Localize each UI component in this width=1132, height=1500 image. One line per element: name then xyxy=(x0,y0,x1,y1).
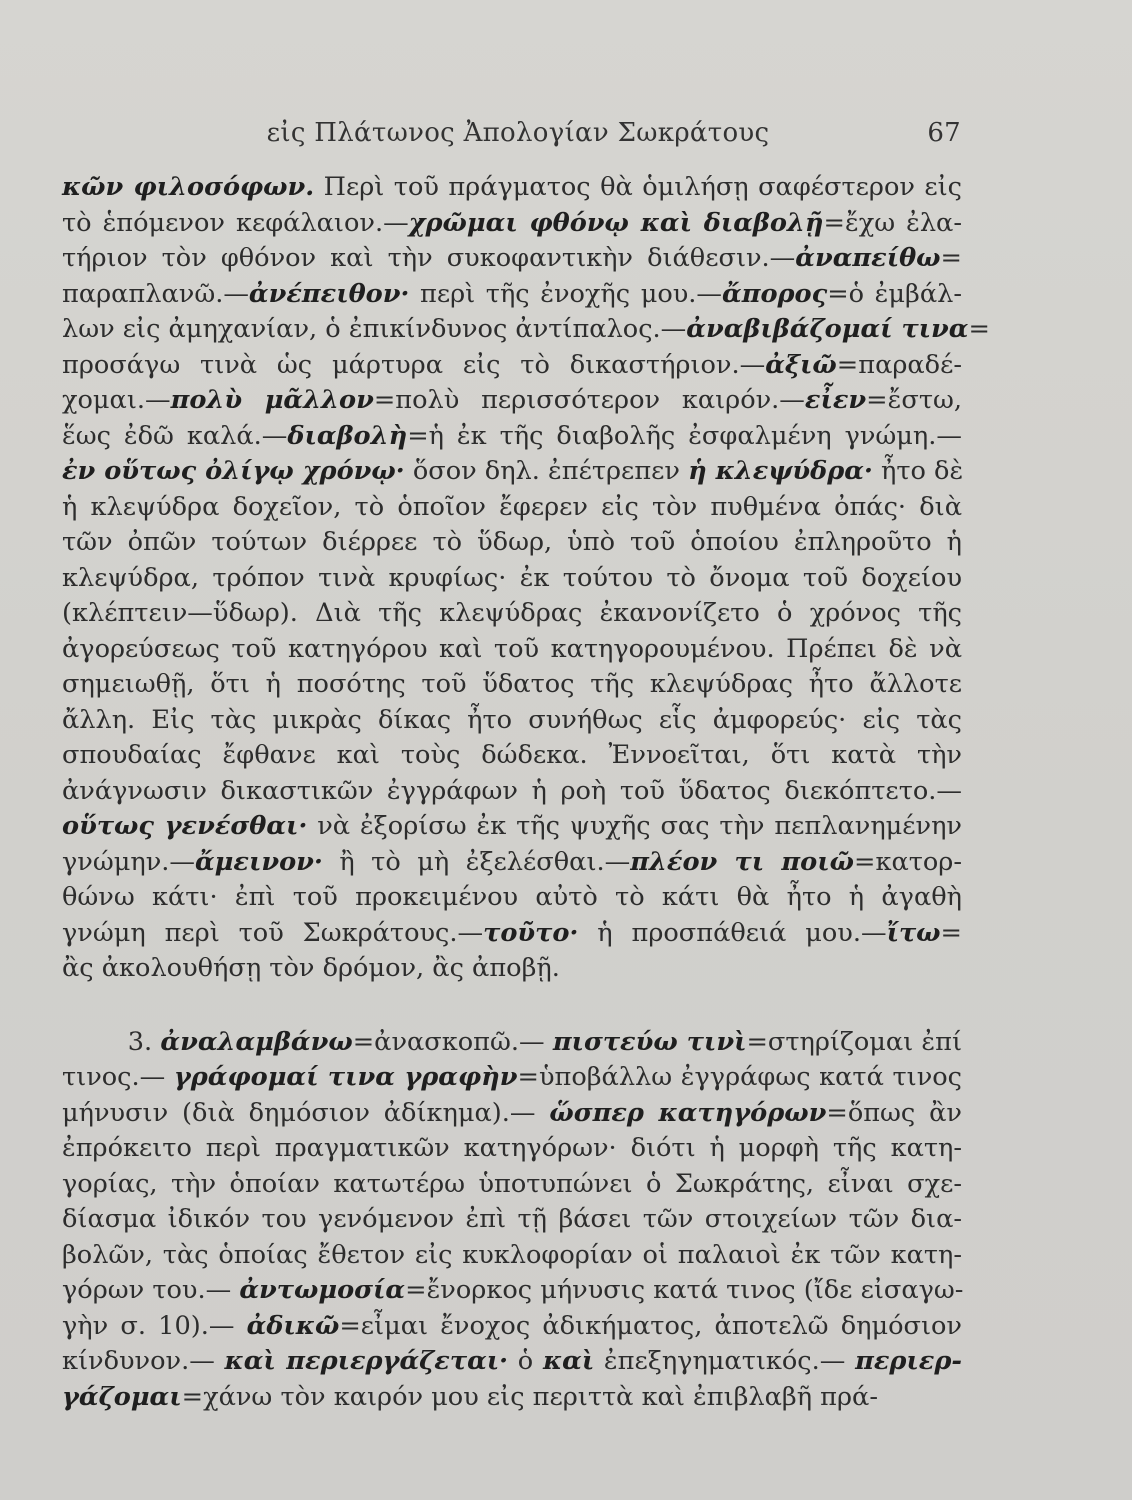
text-line xyxy=(62,1131,962,1167)
text-line xyxy=(62,703,962,739)
gloss-text: ἕως ἐδῶ καλά.— xyxy=(62,420,288,451)
gloss-text: γνώμη περὶ τοῦ Σωκράτους.— xyxy=(62,917,484,948)
gloss-text: 3. xyxy=(62,1026,161,1057)
text-line xyxy=(62,845,962,881)
text-line xyxy=(62,667,962,703)
gloss-text: ἐπεξηγηματικός.— xyxy=(594,1346,856,1376)
gloss-text: ἀγορεύσεως τοῦ κατηγόρου καὶ τοῦ κατηγορουμένου. Πρέπει δὲ νὰ xyxy=(62,633,962,664)
gloss-text: προσάγω τινὰ ὡς μάρτυρα εἰς τὸ δικαστήριον.— xyxy=(62,349,766,380)
lemma-term: οὕτως γενέσθαι· xyxy=(62,811,308,841)
gloss-text: ὁ xyxy=(508,1346,543,1376)
gloss-text: ἦτο δὲ xyxy=(872,456,964,486)
gloss-text: θώνω κάτι· ἐπὶ τοῦ προκειμένου αὐτὸ τὸ κάτι θὰ ἦτο ἡ ἀγαθὴ xyxy=(62,882,962,912)
lemma-term: περιερ- xyxy=(855,1346,962,1376)
lemma-term: γράφομαί τινα γραφὴν xyxy=(173,1062,518,1092)
text-line xyxy=(62,561,962,597)
lemma-term: χρῶμαι φθόνῳ καὶ διαβολῇ xyxy=(408,207,824,238)
text-line xyxy=(62,241,962,277)
text-line xyxy=(62,277,962,313)
text-line xyxy=(62,632,962,668)
gloss-text: =ἀνασκοπῶ.— xyxy=(352,1026,553,1057)
text-line xyxy=(62,312,990,348)
text-line xyxy=(62,1060,962,1096)
text-line xyxy=(62,490,962,526)
gloss-text: =χάνω τὸν καιρόν μου εἰς περιττὰ καὶ ἐπιβλαβῆ πρά- xyxy=(181,1381,878,1412)
text-line xyxy=(62,170,962,206)
text-line xyxy=(62,1167,962,1203)
lemma-term: τοῦτο· xyxy=(483,917,579,948)
gloss-text: (κλέπτειν—ὕδωρ). Διὰ τῆς κλεψύδρας ἐκανονίζετο ὁ χρόνος τῆς xyxy=(62,598,962,628)
text-line xyxy=(62,1025,962,1061)
gloss-text: λων εἰς ἀμηχανίαν, ὁ ἐπικίνδυνος ἀντίπαλος.— xyxy=(62,314,687,344)
lemma-term: γάζομαι xyxy=(62,1381,182,1412)
gloss-text: =ἔστω, xyxy=(866,385,962,415)
gloss-text: ὅσον δηλ. ἐπέτρεπεν xyxy=(404,456,689,486)
gloss-text: = xyxy=(940,243,962,273)
commentary-text xyxy=(62,170,990,1415)
lemma-term: ἀναλαμβάνω xyxy=(160,1026,353,1057)
text-line xyxy=(62,1309,962,1345)
gloss-text: ἢ τὸ μὴ ἐξελέσθαι.— xyxy=(322,846,631,877)
gloss-text: περὶ τῆς ἐνοχῆς μου.— xyxy=(409,278,723,309)
gloss-text: ἡ προσπάθειά μου.— xyxy=(578,917,887,948)
gloss-text: κίνδυνον.— xyxy=(62,1346,225,1376)
text-line xyxy=(62,916,962,952)
commentary-paragraph-2 xyxy=(62,1025,962,1416)
text-line xyxy=(62,206,962,242)
gloss-text: γὴν σ. 10).— xyxy=(62,1310,247,1341)
text-line xyxy=(62,383,962,419)
page-number: 67 xyxy=(927,118,961,148)
text-line xyxy=(62,1202,962,1238)
gloss-text: τῶν ὀπῶν τούτων διέρρεε τὸ ὕδωρ, ὑπὸ τοῦ ὁποίου ἐπληροῦτο ἡ xyxy=(62,527,962,557)
gloss-text: =κατορ- xyxy=(854,846,962,877)
gloss-text: μήνυσιν (διὰ δημόσιον ἀδίκημα).— xyxy=(62,1097,550,1128)
running-head xyxy=(128,118,973,152)
gloss-text: γνώμην.— xyxy=(62,846,195,877)
lemma-term: ἀνέπειθον· xyxy=(248,278,410,309)
gloss-text: =ὅπως ἂν xyxy=(826,1097,962,1128)
gloss-text: χομαι.— xyxy=(62,385,171,415)
gloss-text: γόρων του.— xyxy=(62,1275,240,1305)
text-line xyxy=(62,454,962,490)
text-line xyxy=(62,348,962,384)
gloss-text: ἡ κλεψύδρα δοχεῖον, τὸ ὁποῖον ἔφερεν εἰς τὸν πυθμένα ὀπάς· διὰ xyxy=(62,491,962,522)
commentary-paragraph-1 xyxy=(62,170,990,987)
gloss-text: ἀνάγνωσιν δικαστικῶν ἐγγράφων ἡ ροὴ τοῦ ὕδατος διεκόπτετο.— xyxy=(62,775,962,806)
lemma-term: κῶν φιλοσόφων. xyxy=(62,172,315,202)
gloss-text: κλεψύδρα, τρόπον τινὰ κρυφίως· ἐκ τούτου τὸ ὄνομα τοῦ δοχείου xyxy=(62,562,962,593)
gloss-text: δίασμα ἰδικόν του γενόμενον ἐπὶ τῇ βάσει τῶν στοιχείων τῶν δια- xyxy=(62,1204,962,1234)
gloss-text: = xyxy=(940,917,962,948)
lemma-term: ἄμεινον· xyxy=(194,846,323,877)
gloss-text: =ἔνορκος μήνυσις κατά τινος (ἴδε εἰσαγω- xyxy=(405,1275,964,1305)
gloss-text: ἄλλη. Εἰς τὰς μικρὰς δίκας ἦτο συνήθως εἷς ἀμφορεύς· εἰς τὰς xyxy=(62,704,962,735)
text-line xyxy=(62,1238,962,1274)
text-line xyxy=(62,419,962,455)
gloss-text: ἂς ἀκολουθήσῃ τὸν δρόμον, ἂς ἀποβῇ. xyxy=(62,953,560,983)
lemma-term: καὶ περιεργάζεται· xyxy=(224,1346,509,1376)
gloss-text: =πολὺ περισσότερον καιρόν.— xyxy=(373,385,805,415)
lemma-term: ἀναπείθω xyxy=(795,243,941,273)
lemma-term: πλέον τι ποιῶ xyxy=(630,846,854,877)
gloss-text: Περὶ τοῦ πράγματος θὰ ὁμιλήσῃ σαφέστερον εἰς xyxy=(314,172,962,202)
gloss-text: =εἶμαι ἔνοχος ἀδικήματος, ἀποτελῶ δημόσιον xyxy=(339,1310,962,1341)
lemma-term: ἀντωμοσία xyxy=(239,1275,406,1305)
gloss-text: =ἡ ἐκ τῆς διαβολῆς ἐσφαλμένη γνώμη.— xyxy=(407,420,962,451)
lemma-term: ἀναβιβάζομαί τινα xyxy=(686,314,969,344)
running-title: εἰς Πλάτωνος Ἀπολογίαν Σωκράτους xyxy=(266,118,770,148)
lemma-term: ἡ κλεψύδρα· xyxy=(688,456,873,486)
gloss-text: =ἔχω ἐλα- xyxy=(823,207,962,238)
lemma-term: ὥσπερ κατηγόρων xyxy=(549,1097,827,1128)
text-line xyxy=(62,525,962,561)
gloss-text: σπουδαίας ἔφθανε καὶ τοὺς δώδεκα. Ἐννοεῖται, ὅτι κατὰ τὴν xyxy=(62,740,962,770)
gloss-text: σημειωθῇ, ὅτι ἡ ποσότης τοῦ ὕδατος τῆς κλεψύδρας ἦτο ἄλλοτε xyxy=(62,669,962,699)
gloss-text: = xyxy=(968,314,990,344)
text-line xyxy=(62,880,962,916)
gloss-text: =στηρίζομαι ἐπί xyxy=(746,1026,962,1057)
text-line xyxy=(62,774,962,810)
lemma-term: ἄπορος xyxy=(722,278,828,309)
gloss-text: =παραδέ- xyxy=(836,349,962,380)
paragraph-gap xyxy=(62,987,962,1025)
gloss-text: =ὁ ἐμβάλ- xyxy=(827,278,962,309)
text-line xyxy=(62,1380,962,1416)
lemma-term: εἶεν xyxy=(804,385,867,415)
text-line xyxy=(62,1273,962,1309)
gloss-text: νὰ ἐξορίσω ἐκ τῆς ψυχῆς σας τὴν πεπλανημένην xyxy=(307,811,962,841)
text-line xyxy=(62,596,962,632)
gloss-text: γορίας, τὴν ὁποίαν κατωτέρω ὑποτυπώνει ὁ Σωκράτης, εἶναι σχε- xyxy=(62,1168,962,1199)
gloss-text: τινος.— xyxy=(62,1062,174,1092)
lemma-term: πιστεύω τινὶ xyxy=(552,1026,747,1057)
gloss-text: =ὑποβάλλω ἐγγράφως κατά τινος xyxy=(517,1062,962,1092)
text-line xyxy=(62,809,962,845)
lemma-term: πολὺ μᾶλλον xyxy=(170,385,374,415)
gloss-text: βολῶν, τὰς ὁποίας ἔθετον εἰς κυκλοφορίαν οἱ παλαιοὶ ἐκ τῶν κατη- xyxy=(62,1239,962,1270)
text-line xyxy=(62,1096,962,1132)
gloss-text: τήριον τὸν φθόνον καὶ τὴν συκοφαντικὴν διάθεσιν.— xyxy=(62,243,796,273)
lemma-term: ἐν οὕτως ὀλίγῳ χρόνῳ· xyxy=(62,456,405,486)
gloss-text: ἐπρόκειτο περὶ πραγματικῶν κατηγόρων· διότι ἡ μορφὴ τῆς κατη- xyxy=(62,1133,962,1163)
gloss-text: τὸ ἑπόμενον κεφάλαιον.— xyxy=(62,207,409,238)
text-line xyxy=(62,951,962,987)
text-line xyxy=(62,738,962,774)
lemma-term: διαβολὴ xyxy=(287,420,408,451)
lemma-term: ἀξιῶ xyxy=(765,349,837,380)
lemma-term: καὶ xyxy=(542,1346,595,1376)
lemma-term: ἀδικῶ xyxy=(246,1310,340,1341)
gloss-text: παραπλανῶ.— xyxy=(62,278,249,309)
text-line xyxy=(62,1344,962,1380)
lemma-term: ἴτω xyxy=(886,917,941,948)
